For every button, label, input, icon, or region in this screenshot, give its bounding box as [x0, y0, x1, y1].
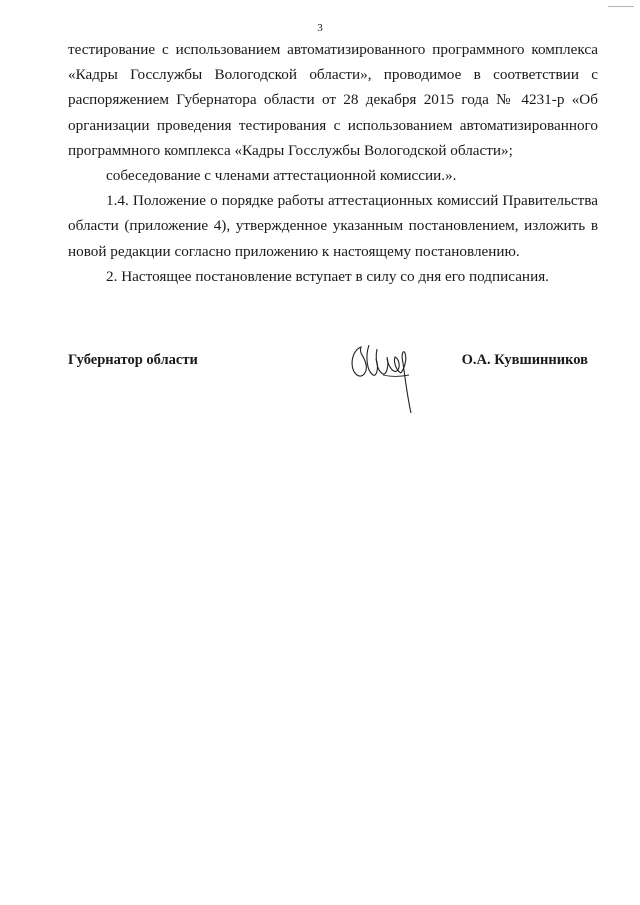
document-body	[68, 37, 598, 289]
page-number: 3	[317, 22, 323, 34]
paragraph-item-1-4: 1.4. Положение о порядке работы аттестационных комиссий Правительства области (приложение 4), утвержденное указанным постановлением, изложить в новой редакции согласно приложению к настоящему постановлению.	[68, 192, 598, 260]
signatory-name: О.А. Кувшинников	[461, 352, 588, 368]
handwritten-signature	[343, 337, 433, 417]
paragraph-interview: собеседование с членами аттестационной комиссии.».	[106, 167, 457, 185]
paragraph-item-2: 2. Настоящее постановление вступает в силу со дня его подписания.	[106, 267, 549, 285]
signatory-title: Губернатор области	[68, 352, 198, 368]
paragraph-testing: тестирование с использованием автоматизированного программного комплекса «Кадры Госслужбы Вологодской области», проводимое в соответствии с распоряжением Губернатора области от 28 декабря 2015 года № 4231-р «Об организации проведения тестирования с использованием автоматизированного программного комплекса «Кадры Госслужбы Вологодской области»;	[68, 41, 598, 159]
signature-block	[68, 352, 588, 432]
scan-corner-mark	[608, 0, 634, 7]
